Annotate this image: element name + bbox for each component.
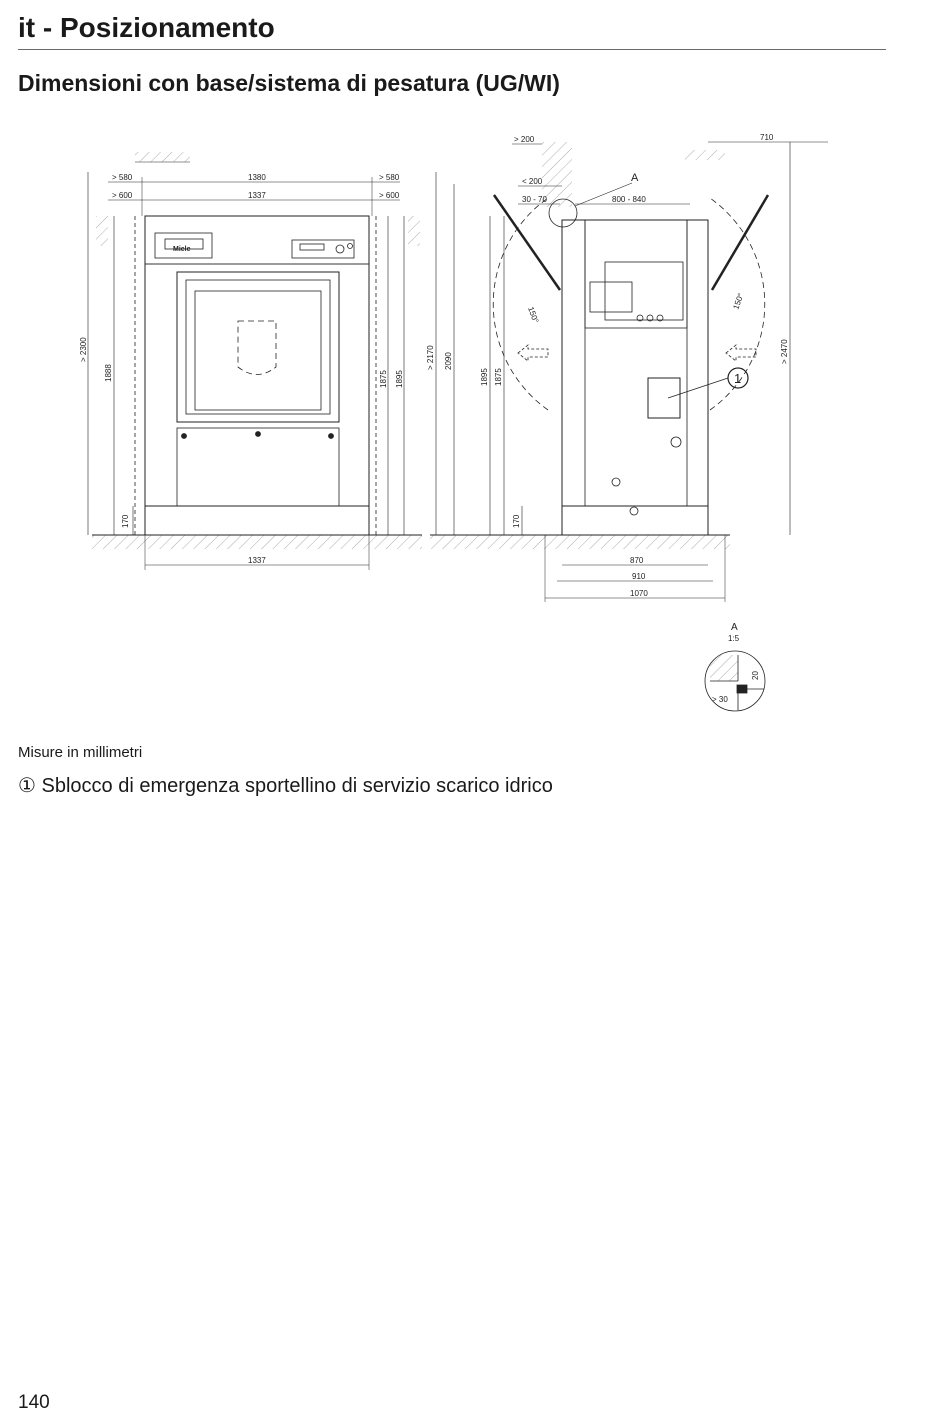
dim-label: 170: [512, 514, 521, 528]
dim-label: 1875: [379, 370, 388, 388]
page-number: 140: [18, 1392, 50, 1413]
dim-label: < 200: [522, 177, 543, 186]
dim-label: 1888: [104, 364, 113, 382]
page-subtitle: Dimensioni con base/sistema di pesatura (UG/WI): [18, 70, 560, 96]
dim-label: > 200: [514, 135, 535, 144]
legend-item: [18, 773, 553, 798]
units-note: Misure in millimetri: [18, 744, 143, 761]
side-dimension-labels: [426, 133, 789, 598]
dim-label: 1895: [480, 368, 489, 386]
angle-label: 150°: [526, 305, 541, 325]
dim-label: 710: [760, 133, 774, 142]
front-base: [145, 506, 369, 535]
side-machine-body: [562, 220, 708, 506]
dim-label: 20: [751, 671, 760, 680]
dim-label: > 2300: [79, 337, 88, 362]
dim-label: > 30: [712, 695, 728, 704]
dim-label: 1895: [395, 370, 404, 388]
dim-label: > 2170: [426, 345, 435, 370]
front-machine-body: [145, 216, 369, 506]
front-view: [88, 152, 422, 570]
front-lower-panel: [177, 428, 339, 506]
dim-label: 1337: [248, 556, 266, 565]
dim-label: > 580: [379, 173, 400, 182]
section-title: it - Posizionamento: [18, 12, 275, 43]
dim-label: 1337: [248, 191, 266, 200]
dim-label: 170: [121, 514, 130, 528]
angle-label: 150°: [731, 292, 746, 311]
side-base: [562, 506, 708, 535]
dim-label: 30 - 70: [522, 195, 547, 204]
dim-label: > 600: [379, 191, 400, 200]
dim-label: 1070: [630, 589, 648, 598]
dimension-drawing: [0, 120, 950, 720]
side-view: [430, 142, 828, 602]
detail-ref-label: A: [631, 172, 639, 184]
legend-text: Sblocco di emergenza sportellino di servizio scarico idrico: [41, 775, 553, 797]
dim-label: 870: [630, 556, 644, 565]
detail-scale: 1:5: [728, 634, 740, 643]
side-floor-hatch: [430, 535, 730, 549]
service-door: [648, 378, 680, 418]
dim-label: > 2470: [780, 339, 789, 364]
detail-label: A: [731, 622, 738, 633]
dim-label: 1875: [494, 368, 503, 386]
front-door: [177, 272, 339, 422]
dim-label: > 600: [112, 191, 133, 200]
dim-label: 800 - 840: [612, 195, 646, 204]
dim-label: 1380: [248, 173, 266, 182]
callout-number: 1: [734, 371, 742, 386]
dim-label: 2090: [444, 352, 453, 370]
front-floor-hatch: [92, 535, 422, 549]
header-rule: [18, 49, 886, 50]
brand-logo: Miele: [173, 246, 191, 253]
dim-label: > 580: [112, 173, 133, 182]
dim-label: 910: [632, 572, 646, 581]
legend-marker: ①: [18, 775, 36, 797]
